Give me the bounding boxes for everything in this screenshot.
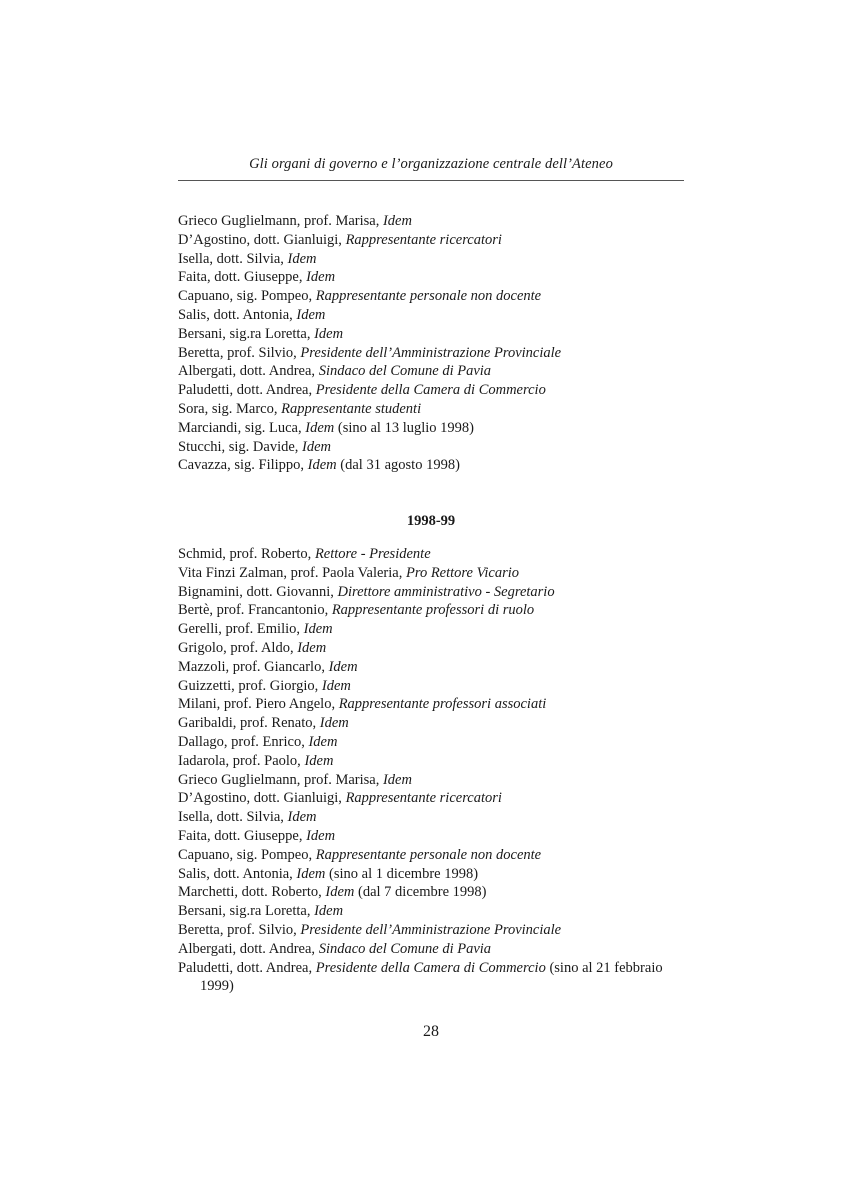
entry-role: Idem	[325, 884, 355, 901]
entry-role: Rappresentante studenti	[281, 400, 422, 417]
entry-role: Rappresentante professori associati	[338, 696, 547, 713]
list-item	[178, 733, 688, 752]
entry-role: Rappresentante personale non docente	[315, 846, 542, 863]
list-item	[178, 362, 688, 381]
list-item	[178, 639, 688, 658]
list-item	[178, 714, 688, 733]
entry-name: Grieco Guglielmann, prof. Marisa,	[178, 213, 383, 229]
entry-name: Bersani, sig.ra Loretta,	[178, 903, 315, 920]
entry-role: Idem	[306, 269, 336, 286]
entry-role: Presidente dell’Amministrazione Provinciale	[300, 921, 562, 938]
entry-role: Idem	[382, 771, 412, 788]
entry-name: Sora, sig. Marco,	[178, 400, 282, 417]
entry-role: Idem	[314, 903, 344, 920]
entry-role: Rettore - Presidente	[314, 546, 431, 562]
entry-role: Sindaco del Comune di Pavia	[318, 363, 492, 380]
entry-role: Rappresentante ricercatori	[345, 231, 502, 248]
entry-name: Capuano, sig. Pompeo,	[178, 846, 316, 863]
entry-list-block-1	[178, 212, 688, 475]
entry-role: Idem	[328, 658, 358, 675]
entry-role: Idem	[314, 325, 344, 342]
entry-role: Idem	[287, 250, 317, 267]
entry-name: Grieco Guglielmann, prof. Marisa,	[178, 771, 383, 788]
list-item	[178, 583, 688, 602]
page-number: 28	[423, 1023, 439, 1040]
entry-name: Marchetti, dott. Roberto,	[178, 884, 326, 901]
list-item	[178, 827, 688, 846]
entry-name: Albergati, dott. Andrea,	[178, 363, 319, 380]
entry-name: Salis, dott. Antonia,	[178, 865, 297, 882]
entry-role: Presidente della Camera di Commercio	[315, 382, 546, 399]
list-item	[178, 325, 688, 344]
list-item	[178, 250, 688, 269]
entry-role: Sindaco del Comune di Pavia	[318, 940, 492, 957]
entry-name: Gerelli, prof. Emilio,	[178, 621, 304, 638]
list-item	[178, 287, 688, 306]
entry-name: Isella, dott. Silvia,	[178, 809, 288, 826]
entry-role: Idem	[308, 733, 338, 750]
entry-name: Marciandi, sig. Luca,	[178, 419, 306, 436]
entry-role: Idem	[321, 677, 351, 694]
list-item	[178, 846, 688, 865]
entry-role: Rappresentante ricercatori	[345, 790, 502, 807]
entry-name: Capuano, sig. Pompeo,	[178, 288, 316, 305]
list-item	[178, 695, 688, 714]
entry-name: Faita, dott. Giuseppe,	[178, 269, 307, 286]
entry-name: Milani, prof. Piero Angelo,	[178, 696, 339, 713]
entry-role: Idem	[306, 827, 336, 844]
list-item	[178, 902, 688, 921]
entry-role: Idem	[297, 639, 327, 656]
list-item	[178, 456, 688, 475]
entry-name: Paludetti, dott. Andrea,	[178, 382, 316, 399]
entry-role: Idem	[296, 865, 326, 882]
list-item	[178, 231, 688, 250]
entry-name: Bignamini, dott. Giovanni,	[178, 583, 338, 600]
entry-name: Faita, dott. Giuseppe,	[178, 827, 307, 844]
entry-name: Salis, dott. Antonia,	[178, 306, 297, 323]
list-item	[178, 400, 688, 419]
entry-role: Presidente della Camera di Commercio	[315, 959, 546, 976]
list-item	[178, 545, 688, 564]
entry-name: Vita Finzi Zalman, prof. Paola Valeria,	[178, 564, 406, 581]
entry-role: Rappresentante personale non docente	[315, 288, 542, 305]
entry-note: (dal 31 agosto 1998)	[336, 457, 460, 474]
list-item	[178, 865, 688, 884]
entry-list-block-2	[178, 545, 688, 996]
entry-name: Dallago, prof. Enrico,	[178, 733, 309, 750]
list-item	[178, 771, 688, 790]
list-item	[178, 658, 688, 677]
entry-role: Idem	[382, 213, 412, 229]
entry-note: (sino al 13 luglio 1998)	[334, 419, 475, 436]
entry-role: Idem	[307, 457, 337, 474]
entry-role: Idem	[287, 809, 317, 826]
section-year-heading: 1998-99	[406, 513, 456, 529]
entry-name: Cavazza, sig. Filippo,	[178, 457, 308, 474]
list-item	[178, 268, 688, 287]
entry-note: (dal 7 dicembre 1998)	[354, 884, 487, 901]
entry-name: Beretta, prof. Silvio,	[178, 344, 301, 361]
entry-role: Idem	[304, 752, 334, 769]
list-item	[178, 212, 688, 231]
list-item	[178, 381, 688, 400]
list-item	[178, 601, 688, 620]
list-item	[178, 306, 688, 325]
entry-name: Mazzoli, prof. Giancarlo,	[178, 658, 329, 675]
running-header: Gli organi di governo e l’organizzazione centrale dell’Ateneo	[249, 156, 613, 172]
entry-name: Iadarola, prof. Paolo,	[178, 752, 305, 769]
list-item	[178, 564, 688, 583]
list-item	[178, 438, 688, 457]
entry-name: Grigolo, prof. Aldo,	[178, 639, 298, 656]
entry-name: Beretta, prof. Silvio,	[178, 921, 301, 938]
entry-name: Albergati, dott. Andrea,	[178, 940, 319, 957]
entry-name: D’Agostino, dott. Gianluigi,	[178, 231, 346, 248]
entry-role: Direttore amministrativo - Segretario	[337, 583, 555, 600]
entry-note: (sino al 21 febbraio 1999)	[200, 959, 663, 995]
entry-name: Paludetti, dott. Andrea,	[178, 959, 316, 976]
list-item	[178, 808, 688, 827]
list-item	[178, 620, 688, 639]
entry-role: Idem	[302, 438, 332, 455]
entry-role: Idem	[305, 419, 335, 436]
entry-role: Idem	[319, 715, 349, 732]
list-item	[178, 789, 688, 808]
entry-name: Guizzetti, prof. Giorgio,	[178, 677, 322, 694]
entry-role: Pro Rettore Vicario	[405, 564, 520, 581]
entry-name: Bersani, sig.ra Loretta,	[178, 325, 315, 342]
entry-role: Presidente dell’Amministrazione Provinciale	[300, 344, 562, 361]
entry-role: Idem	[303, 621, 333, 638]
list-item	[178, 344, 688, 363]
entry-name: Isella, dott. Silvia,	[178, 250, 288, 267]
entry-note: (sino al 1 dicembre 1998)	[325, 865, 479, 882]
entry-name: D’Agostino, dott. Gianluigi,	[178, 790, 346, 807]
entry-role: Idem	[296, 306, 326, 323]
header-rule	[178, 180, 684, 181]
entry-name: Schmid, prof. Roberto,	[178, 546, 315, 562]
list-item	[178, 921, 688, 940]
entry-name: Bertè, prof. Francantonio,	[178, 602, 332, 619]
list-item	[178, 940, 688, 959]
list-item	[178, 677, 688, 696]
entry-name: Stucchi, sig. Davide,	[178, 438, 303, 455]
list-item	[178, 959, 688, 997]
list-item	[178, 419, 688, 438]
list-item	[178, 752, 688, 771]
list-item	[178, 883, 688, 902]
entry-name: Garibaldi, prof. Renato,	[178, 715, 320, 732]
entry-role: Rappresentante professori di ruolo	[331, 602, 535, 619]
